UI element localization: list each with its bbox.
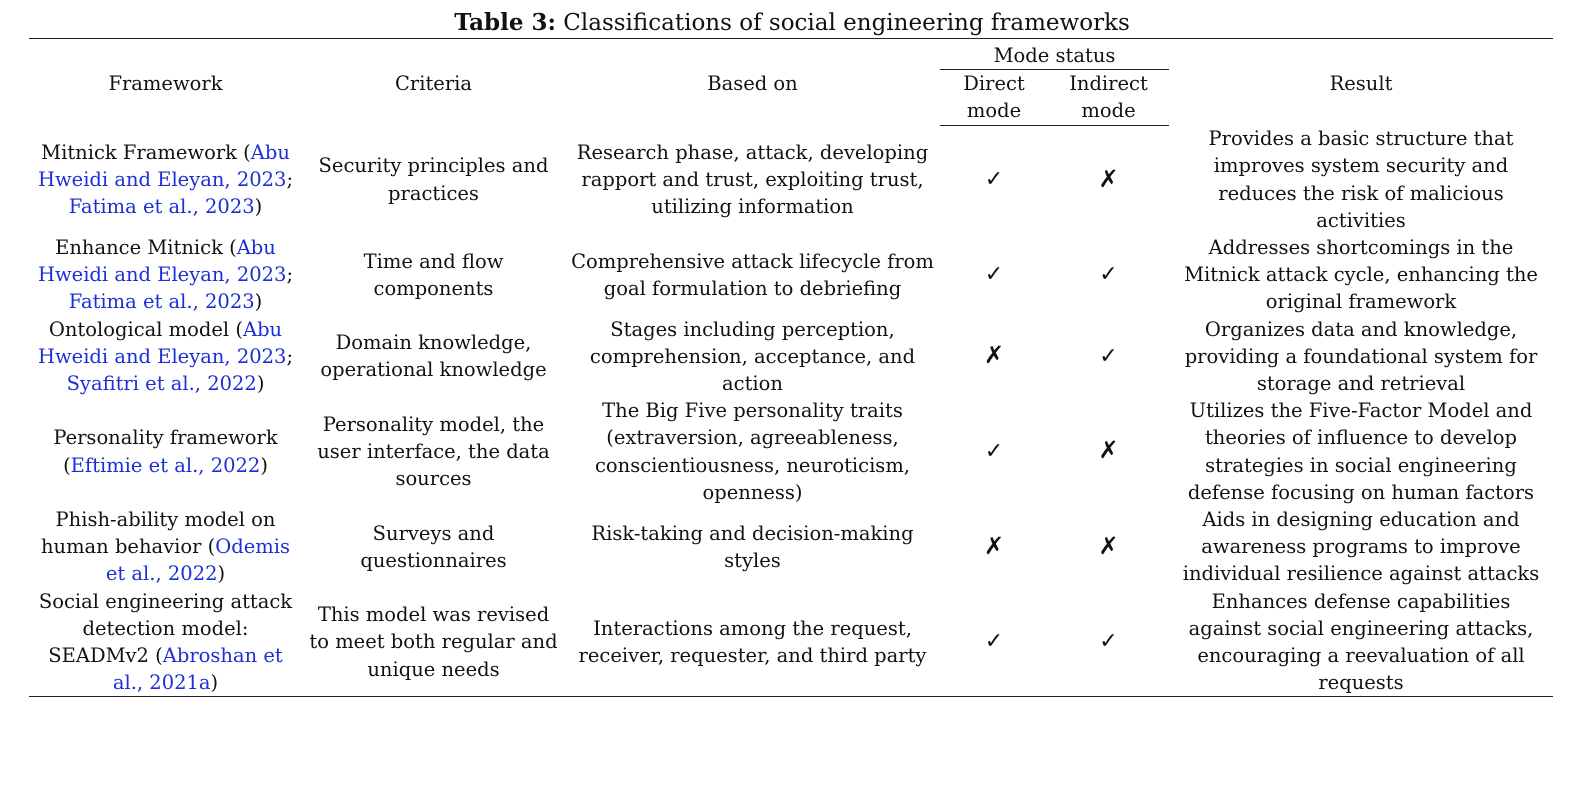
cell-indirect-mode [1048,588,1169,697]
cell-direct-mode [940,234,1048,316]
citation-close: ) [210,671,219,695]
table-row [29,397,1553,506]
cell-based-on: Risk-taking and decision-making styles [591,521,914,572]
cell-direct-mode [940,397,1048,506]
citation-separator: ; [286,167,294,191]
cell-result: Aids in designing education and awareness programs to improve individual resilience against attacks [1182,507,1540,586]
cell-criteria: Surveys and questionnaires [360,521,507,572]
table-title: Classifications of social engineering frameworks [563,10,1130,36]
cell-based-on: Research phase, attack, developing rapport and trust, exploiting trust, utilizing information [576,140,929,219]
table-label: Table 3: [454,9,556,36]
cell-criteria: Domain knowledge, operational knowledge [320,331,547,382]
citation-link: Odemis et al., 2022 [105,535,291,586]
cell-result: Organizes data and knowledge, providing a foundational system for storage and retrieval [1184,317,1538,395]
cell-framework [29,397,302,506]
citation-separator: ; [286,344,294,368]
table-row [29,506,1553,588]
cell-direct-mode [940,316,1048,398]
cell-based-on: Comprehensive attack lifecycle from goal formulation to debriefing [571,249,934,300]
cross-mark-icon: ✗ [983,531,1005,560]
cross-mark-icon: ✗ [1098,531,1119,560]
cross-mark-icon: ✗ [1098,436,1119,465]
cell-direct-mode [940,588,1048,697]
citation-link: Fatima et al., 2023 [68,195,255,219]
citation-link: Syafitri et al., 2022 [66,371,257,395]
cell-criteria: Time and flow components [363,249,504,300]
citation-open: ( [235,317,243,341]
citation-close: ) [254,290,263,314]
framework-name: Phish-ability model on human behavior [40,507,276,559]
table-row [29,234,1553,316]
check-mark-icon: ✓ [1099,343,1118,369]
table-row [29,316,1553,398]
cell-criteria: This model was revised to meet both regular and unique needs [302,588,565,697]
check-mark-icon: ✓ [984,438,1004,464]
table-row [29,125,1553,234]
cell-based-on: Stages including perception, comprehension, acceptance, and action [589,317,916,395]
citation-link: Abu Hweidi and Eleyan, 2023 [37,235,287,287]
header-mode-status: Mode status [940,39,1169,70]
check-mark-icon: ✓ [984,262,1004,288]
framework-name: Enhance Mitnick [55,235,230,259]
cell-direct-mode [940,506,1048,588]
framework-name: Ontological model [48,317,236,341]
cell-indirect-mode [1048,316,1169,398]
header-framework: Framework [108,71,223,95]
cell-indirect-mode [1048,397,1169,506]
cell-framework [29,125,302,234]
header-indirect-mode: Indirect mode [1048,70,1169,125]
framework-name: Social engineering attack detection model: SEADMv2 [38,589,293,667]
cell-criteria: Personality model, the user interface, the data sources [317,412,550,491]
citation-open: ( [229,235,237,259]
cell-based-on: The Big Five personality traits (extraversion, agreeableness, conscientiousness, neuroticism, openness) [594,399,911,504]
citation-link: Abu Hweidi and Eleyan, 2023 [37,317,287,368]
header-direct-mode: Direct mode [940,70,1048,125]
citation-link: Eftimie et al., 2022 [70,453,261,477]
cell-framework [29,588,302,697]
check-mark-icon: ✓ [984,167,1004,193]
frameworks-table [29,38,1553,697]
cell-result: Enhances defense capabilities against social engineering attacks, encouraging a reevaluation of all requests [1169,588,1553,697]
citation-link: Abu Hweidi and Eleyan, 2023 [37,140,290,191]
citation-separator: ; [286,263,294,287]
cell-result: Utilizes the Five-Factor Model and theories of influence to develop strategies in social engineering defense focusing on human factors [1187,399,1535,504]
cell-framework [29,316,302,398]
cross-mark-icon: ✗ [1098,164,1119,193]
citation-close: ) [256,371,265,395]
check-mark-icon: ✓ [1099,262,1118,288]
cell-framework [29,234,302,316]
table-caption [0,8,1569,38]
framework-name: Mitnick Framework [41,140,244,164]
cell-indirect-mode [1048,506,1169,588]
cell-result: Addresses shortcomings in the Mitnick attack cycle, enhancing the original framework [1184,235,1538,314]
cell-framework [29,506,302,588]
citation-link: Fatima et al., 2023 [68,290,255,314]
citation-open: ( [155,643,163,667]
cell-criteria: Security principles and practices [318,154,549,205]
cell-direct-mode [940,125,1048,234]
citation-close: ) [217,562,226,586]
cell-based-on: Interactions among the request, receiver, requester, and third party [565,588,940,697]
citation-open: ( [243,140,251,164]
header-based-on: Based on [707,71,798,95]
framework-name: Personality framework [53,426,278,450]
cell-indirect-mode [1048,234,1169,316]
citation-close: ) [254,195,263,219]
cell-indirect-mode [1048,125,1169,234]
cell-result: Provides a basic structure that improves system security and reduces the risk of malicious activities [1208,127,1514,232]
header-result: Result [1329,71,1393,95]
citation-link: Abroshan et al., 2021a [112,643,283,695]
header-criteria: Criteria [394,71,473,95]
citation-close: ) [260,453,268,477]
citation-open: ( [63,453,71,477]
table-body [29,125,1553,697]
table-row [29,588,1553,697]
citation-open: ( [207,535,216,559]
check-mark-icon: ✓ [1099,629,1118,655]
table-header [29,39,1553,126]
check-mark-icon: ✓ [984,629,1004,655]
cross-mark-icon: ✗ [983,341,1005,370]
